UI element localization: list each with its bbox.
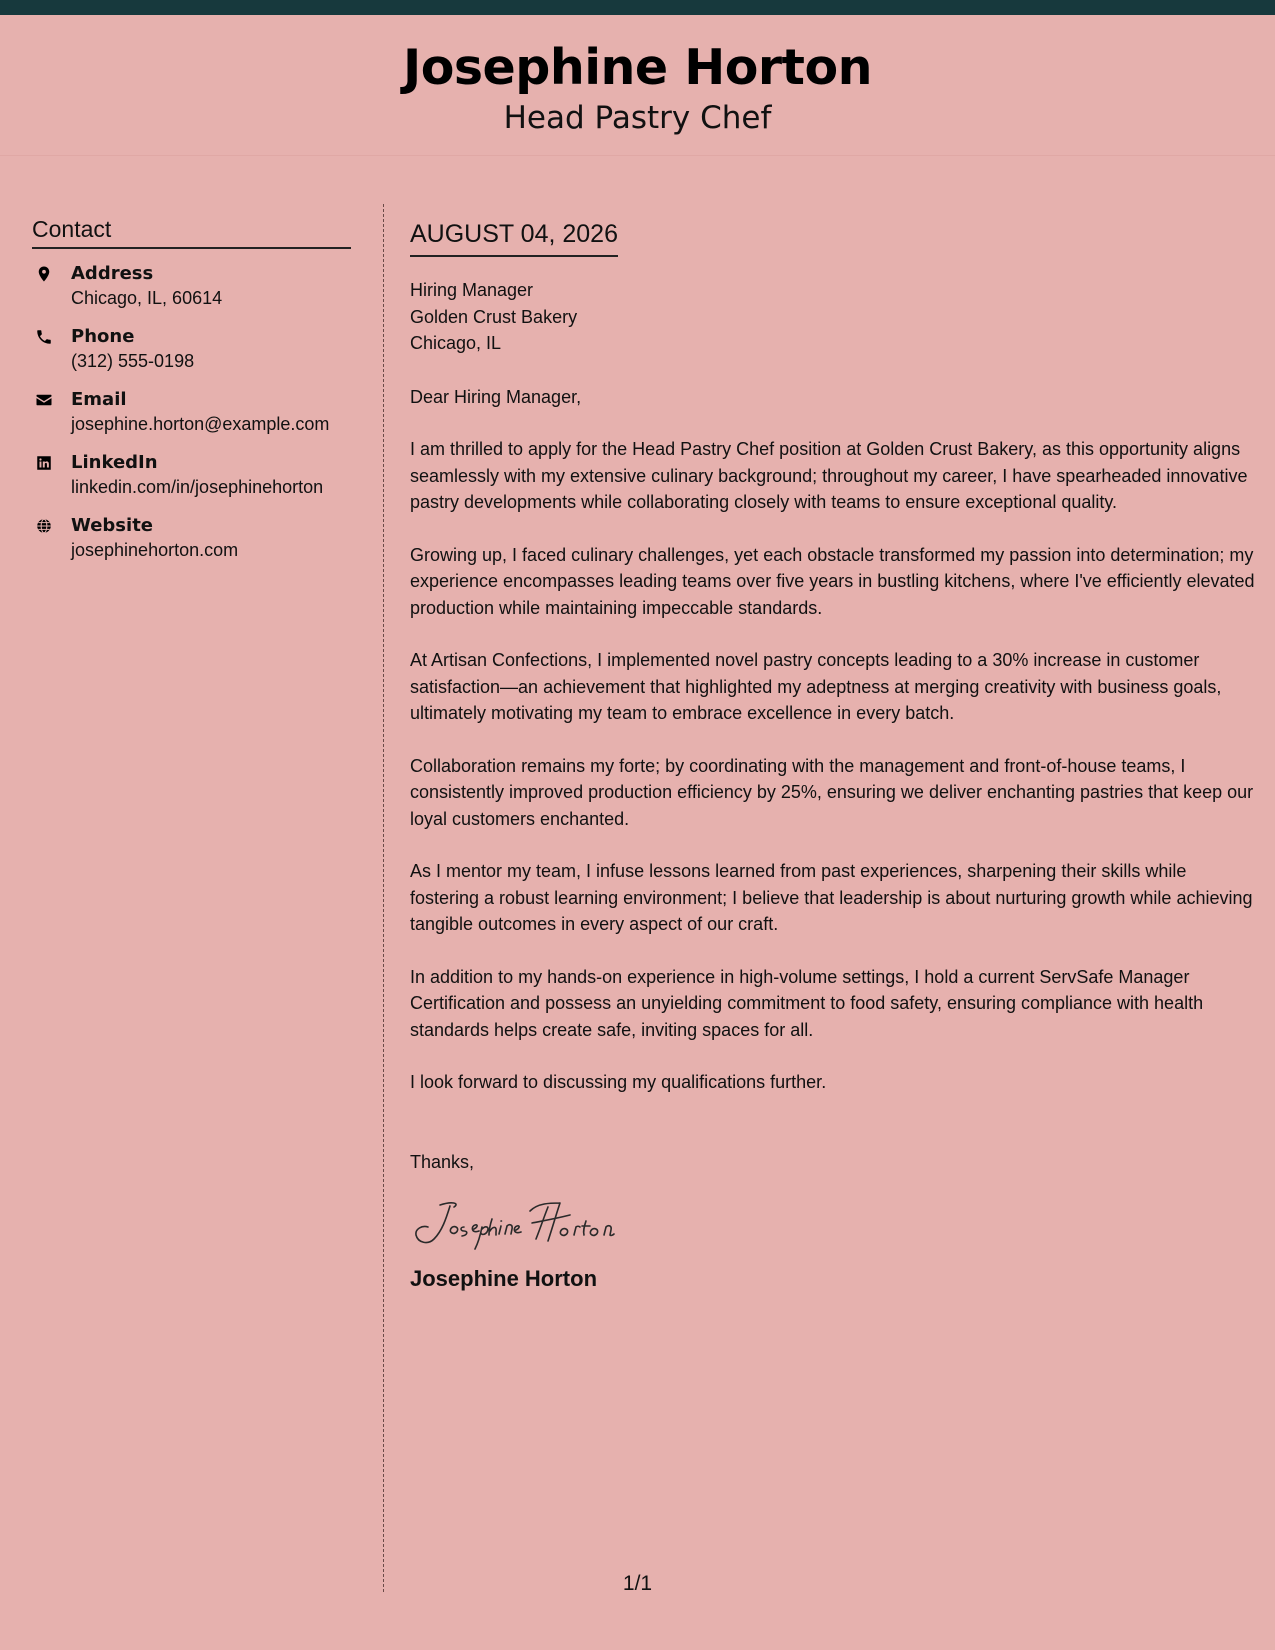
- salutation: Dear Hiring Manager,: [410, 386, 582, 407]
- contact-label: Website: [71, 515, 154, 536]
- contact-label: Phone: [71, 326, 135, 347]
- website-value[interactable]: josephinehorton.com: [71, 540, 239, 560]
- recipient-line: Chicago, IL: [410, 333, 502, 353]
- top-accent-bar: [0, 0, 1275, 15]
- letter-body: [410, 222, 1255, 1290]
- recipient-line: Hiring Manager: [410, 280, 534, 300]
- handwritten-signature: [410, 1197, 670, 1251]
- column-divider: [383, 204, 384, 1592]
- globe-icon: [35, 517, 53, 535]
- body-paragraph: At Artisan Confections, I implemented novel pastry concepts leading to a 30% increase in customer satisfaction—an achievement that highlighted my adeptness at merging creativity with business goals, ultimately motivating my team to embrace excellence in every batch.: [410, 650, 1222, 723]
- body-paragraph: As I mentor my team, I infuse lessons learned from past experiences, sharpening their skills while fostering a robust learning environment; I believe that leadership is about nurturing growth while achieving tangible outcomes in every aspect of our craft.: [410, 861, 1253, 934]
- recipient-line: Golden Crust Bakery: [410, 306, 578, 327]
- address-value: Chicago, IL, 60614: [71, 288, 223, 308]
- closing: Thanks,: [410, 1151, 475, 1172]
- candidate-name: Josephine Horton: [402, 39, 873, 96]
- letter-date: AUGUST 04, 2026: [410, 222, 618, 257]
- phone-icon: [35, 328, 53, 346]
- linkedin-icon: [35, 454, 53, 472]
- body-paragraph: Collaboration remains my forte; by coordinating with the management and front-of-house teams, I consistently improved production efficiency by 25%, ensuring we deliver enchanting pastries that keep our loyal customers enchanted.: [410, 755, 1254, 829]
- map-pin-icon: [35, 265, 53, 283]
- linkedin-value[interactable]: linkedin.com/in/josephinehorton: [71, 477, 324, 497]
- email-value[interactable]: josephine.horton@example.com: [71, 414, 330, 434]
- page-header: [0, 15, 1275, 156]
- contact-item-phone: [32, 326, 351, 389]
- signer-name: Josephine Horton: [410, 1266, 598, 1291]
- page-number: 1/1: [622, 1572, 653, 1595]
- contact-item-linkedin: [32, 452, 351, 515]
- contact-heading: Contact: [32, 218, 351, 249]
- body-paragraph: I am thrilled to apply for the Head Pastry Chef position at Golden Crust Bakery, as this opportunity aligns seamlessly with my extensive culinary background; throughout my career, I have spearheaded innovative pastry developments while collaborating closely with teams to ensure exceptional quality.: [410, 439, 1248, 512]
- envelope-icon: [35, 391, 53, 409]
- contact-label: LinkedIn: [71, 452, 158, 473]
- phone-value: (312) 555-0198: [71, 351, 195, 371]
- contact-item-email: [32, 389, 351, 452]
- contact-item-website: [32, 515, 351, 578]
- contact-item-address: [32, 263, 351, 326]
- contact-label: Address: [71, 263, 154, 284]
- contact-list: [32, 263, 351, 578]
- contact-sidebar: [32, 218, 351, 578]
- candidate-title: Head Pastry Chef: [503, 100, 772, 136]
- contact-label: Email: [71, 389, 127, 410]
- body-paragraph: Growing up, I faced culinary challenges, yet each obstacle transformed my passion into determination; my experience encompasses leading teams over five years in bustling kitchens, where I've efficiently elevated production while maintaining impeccable standards.: [410, 544, 1255, 618]
- body-paragraph: I look forward to discussing my qualifications further.: [410, 1072, 827, 1092]
- recipient-block: [410, 277, 1255, 357]
- body-paragraph: In addition to my hands-on experience in high-volume settings, I hold a current ServSafe Manager Certification and possess an unyielding commitment to food safety, ensuring compliance with health standards helps create safe, inviting spaces for all.: [410, 966, 1204, 1040]
